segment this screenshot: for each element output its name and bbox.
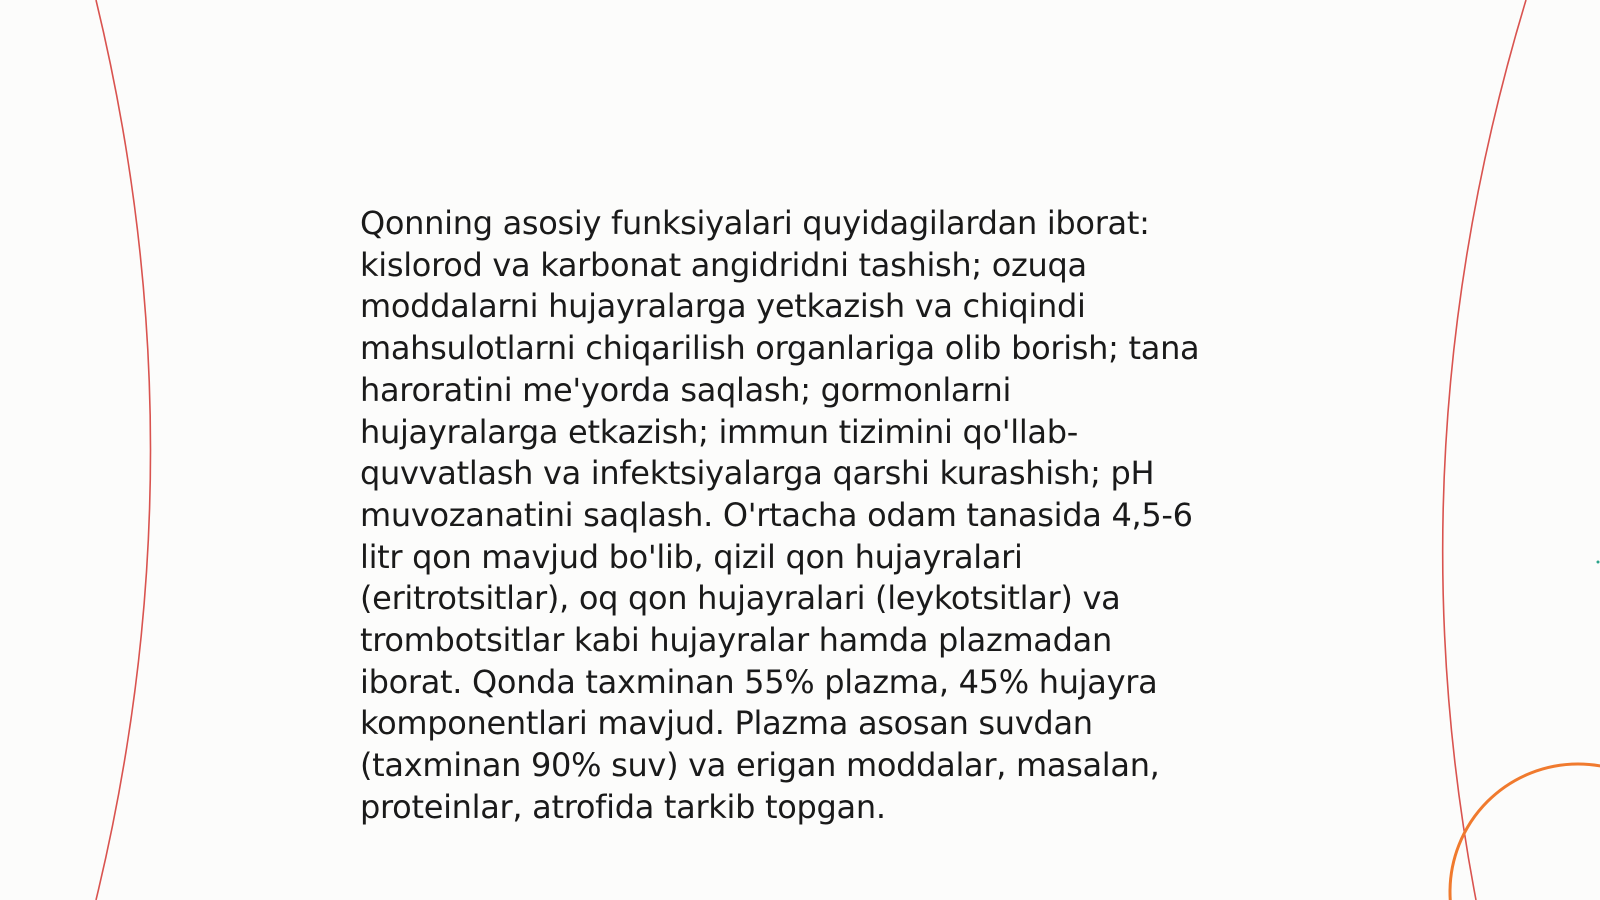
left-arc-decoration — [96, 0, 151, 900]
text-line: komponentlari mavjud. Plazma asosan suvdan — [360, 704, 1093, 743]
text-line: trombotsitlar kabi hujayralar hamda plazmadan — [360, 621, 1112, 660]
teal-dot-decoration — [1597, 561, 1600, 564]
text-line: (eritrotsitlar), oq qon hujayralari (leykotsitlar) va — [360, 579, 1121, 618]
text-line: litr qon mavjud bo'lib, qizil qon hujayralari — [360, 537, 1023, 576]
text-line: quvvatlash va infektsiyalarga qarshi kurashish; pH — [360, 454, 1155, 493]
body-paragraph — [360, 203, 1260, 829]
text-line: hujayralarga etkazish; immun tizimini qo'llab- — [360, 412, 1078, 451]
text-line: mahsulotlarni chiqarilish organlariga olib borish; tana — [360, 329, 1200, 368]
text-line: Qonning asosiy funksiyalari quyidagilardan iborat: — [360, 204, 1150, 242]
right-arc-decoration — [1443, 0, 1526, 900]
text-line: moddalarni hujayralarga yetkazish va chiqindi — [360, 287, 1086, 326]
text-line: haroratini me'yorda saqlash; gormonlarni — [360, 370, 1012, 409]
text-line: kislorod va karbonat angidridni tashish; ozuqa — [360, 245, 1087, 284]
text-line: proteinlar, atrofida tarkib topgan. — [360, 787, 886, 826]
text-line: muvozanatini saqlash. O'rtacha odam tanasida 4,5-6 — [360, 495, 1193, 534]
text-line: iborat. Qonda taxminan 55% plazma, 45% hujayra — [360, 662, 1158, 701]
text-line: (taxminan 90% suv) va erigan moddalar, masalan, — [360, 746, 1160, 785]
